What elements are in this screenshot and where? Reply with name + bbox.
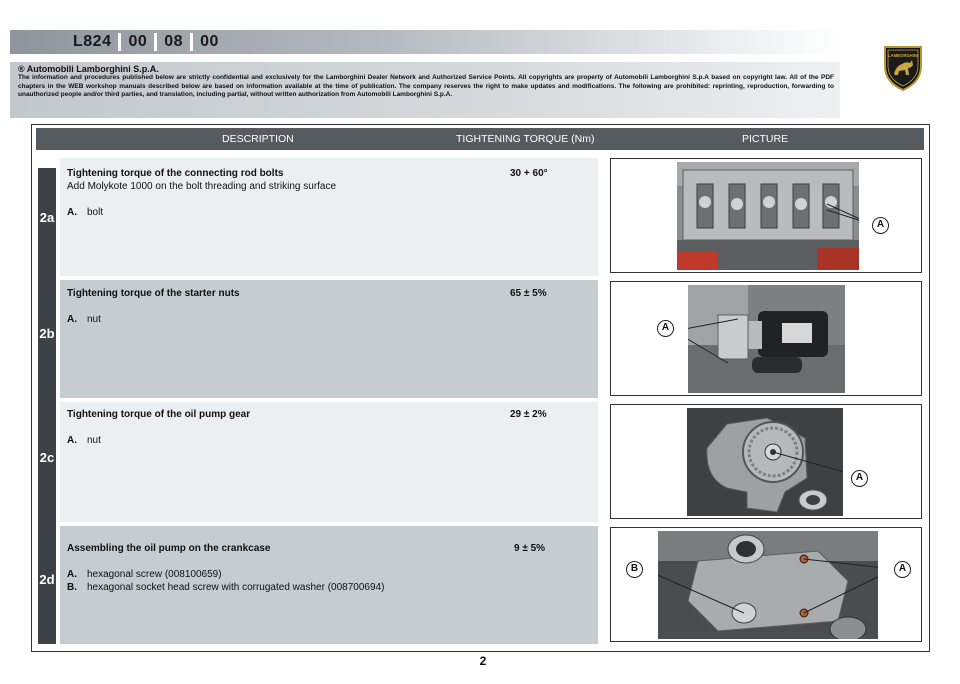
legal-text: The information and procedures published below are strictly confidential and exclusively for the Lamborghini Dealer Network and Authorized Service Points. All copyrights are property of Automobili Lamborghini S.p.A based on copyright law. All of the PDF chapters in the WEB workshop manuals described below are based on information available at the time of publication. The company reserves the right to make updates and modifications. The following are prohibited: reprinting, reproduction, forwarding to unauthorized people and/or third parties, and translation, including partial, without written authorization from Automobili Lamborghini S.p.A. bbox=[18, 74, 834, 99]
row-note: Add Molykote 1000 on the bolt threading and striking surface bbox=[67, 181, 337, 192]
table-row bbox=[60, 402, 598, 522]
starter-motor-photo bbox=[688, 285, 845, 393]
item-label: A. bbox=[67, 314, 77, 325]
callout-marker: A bbox=[872, 217, 889, 234]
item-label: A. bbox=[67, 435, 77, 446]
code-subgroup: 08 bbox=[164, 33, 184, 50]
column-picture: PICTURE bbox=[742, 133, 789, 145]
torque-value: 9 ± 5% bbox=[514, 543, 546, 554]
item-text: hexagonal screw (008100659) bbox=[87, 569, 222, 580]
code-model: L824 bbox=[73, 33, 112, 50]
step-label: 2d bbox=[39, 572, 55, 587]
row-item bbox=[67, 314, 101, 325]
page-number: 2 bbox=[479, 654, 487, 668]
callout-marker: A bbox=[657, 320, 674, 337]
item-label: A. bbox=[67, 207, 77, 218]
column-description: DESCRIPTION bbox=[222, 133, 294, 145]
connecting-rod-photo bbox=[677, 162, 859, 270]
step-label: 2a bbox=[39, 210, 55, 225]
row-title: Tightening torque of the starter nuts bbox=[67, 288, 240, 299]
torque-value: 29 ± 2% bbox=[510, 409, 547, 420]
code-group: 00 bbox=[128, 33, 148, 50]
code-section: 00 bbox=[200, 33, 219, 50]
torque-value: 65 ± 5% bbox=[510, 288, 547, 299]
oil-pump-gear-photo bbox=[687, 408, 843, 516]
step-label: 2b bbox=[39, 326, 55, 341]
row-title: Tightening torque of the oil pump gear bbox=[67, 409, 251, 420]
item-text: hexagonal socket head screw with corrugated washer (008700694) bbox=[87, 582, 385, 593]
row-item bbox=[67, 582, 384, 593]
callout-marker: A bbox=[894, 561, 911, 578]
row-title: Tightening torque of the connecting rod bolts bbox=[67, 168, 284, 179]
item-text: nut bbox=[87, 435, 101, 446]
row-item bbox=[67, 207, 103, 218]
callout-marker: A bbox=[851, 470, 868, 487]
document-code bbox=[66, 31, 226, 53]
torque-value: 30 + 60° bbox=[510, 168, 548, 179]
oil-pump-crankcase-photo bbox=[658, 531, 878, 639]
item-label: B. bbox=[67, 582, 77, 593]
company-name: ® Automobili Lamborghini S.p.A. bbox=[18, 64, 159, 74]
item-label: A. bbox=[67, 569, 77, 580]
row-title: Assembling the oil pump on the crankcase bbox=[67, 543, 271, 554]
row-item bbox=[67, 435, 101, 446]
svg-text:LAMBORGHINI: LAMBORGHINI bbox=[887, 53, 919, 58]
item-text: nut bbox=[87, 314, 101, 325]
legal-notice bbox=[10, 62, 840, 118]
step-label: 2c bbox=[39, 450, 55, 465]
column-torque: TIGHTENING TORQUE (Nm) bbox=[456, 133, 595, 145]
callout-marker: B bbox=[626, 561, 643, 578]
row-item bbox=[67, 569, 222, 580]
table-header bbox=[36, 128, 924, 150]
lamborghini-logo bbox=[882, 44, 924, 92]
item-text: bolt bbox=[87, 207, 104, 218]
